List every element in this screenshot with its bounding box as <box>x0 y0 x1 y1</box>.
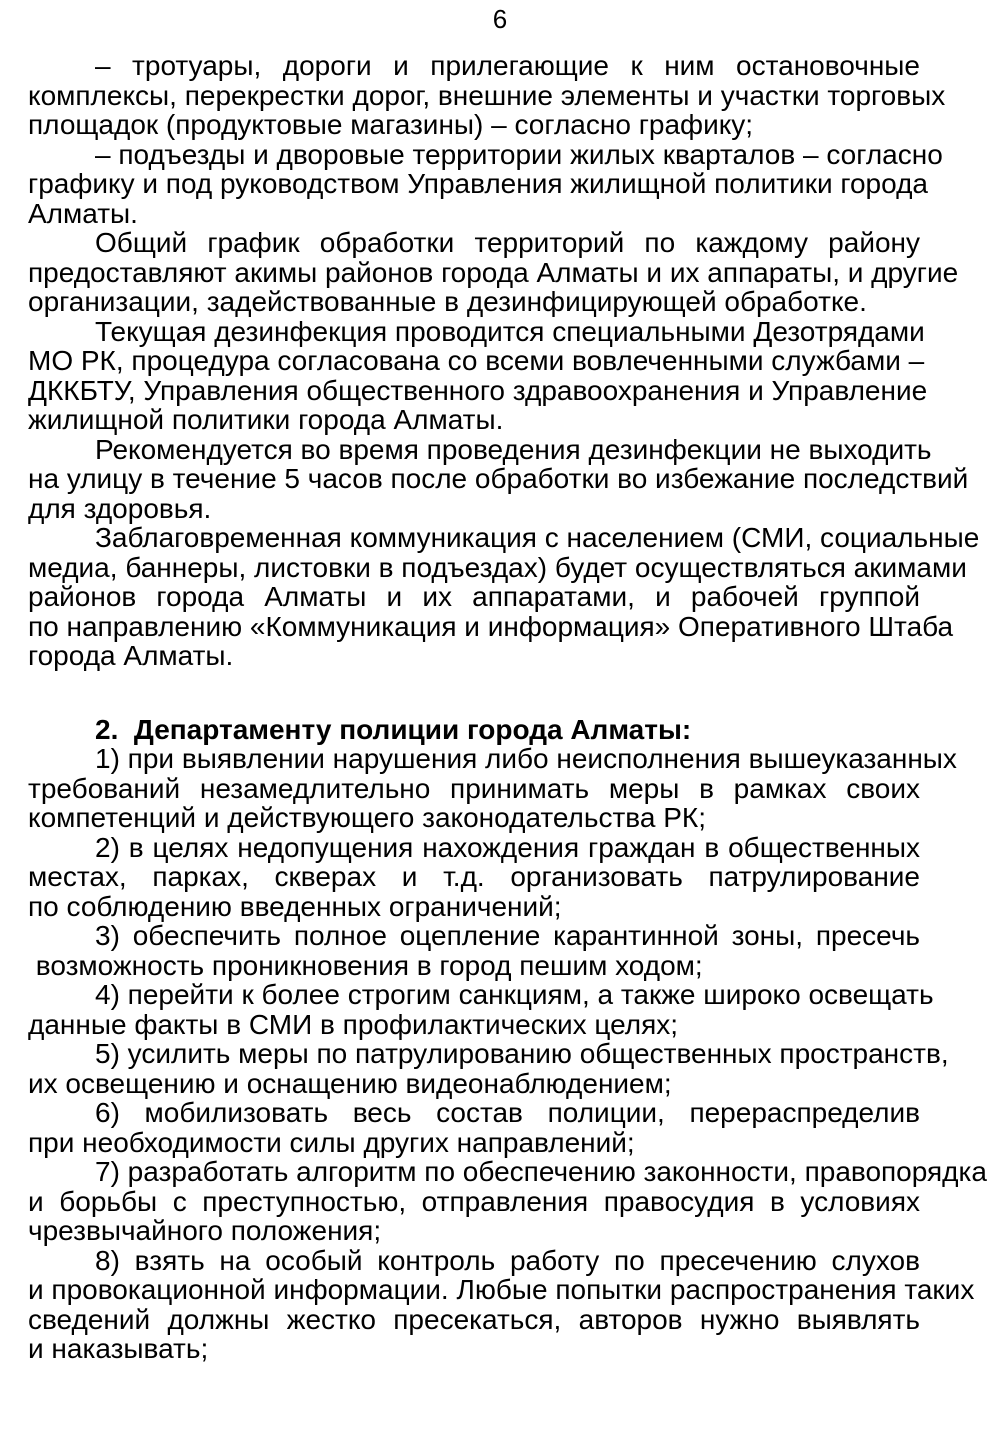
text-line: 7) разработать алгоритм по обеспечению законности, правопорядка <box>95 1156 987 1187</box>
text-line: их освещению и оснащению видеонаблюдением; <box>28 1067 672 1099</box>
paragraph-list-numbered <box>28 1156 987 1246</box>
text-line: данные факты в СМИ в профилактических целях; <box>28 1008 679 1040</box>
text-line: районов города Алматы и их аппаратами, и рабочей группой <box>28 581 920 612</box>
text-line: 8) взять на особый контроль работу по пресечению слухов <box>95 1244 920 1276</box>
text-line: по направлению «Коммуникация и информация» Оперативного Штаба <box>28 610 954 642</box>
text-line: – подъезды и дворовые территории жилых кварталов – согласно <box>95 138 943 170</box>
text-line: 2) в целях недопущения нахождения граждан в общественных <box>95 831 920 863</box>
paragraph-list-numbered <box>28 1038 949 1099</box>
text-line: графику и под руководством Управления жилищной политики города <box>28 168 928 199</box>
paragraph-list-numbered <box>28 743 957 833</box>
text-line: ДККБТУ, Управления общественного здравоохранения и Управление <box>28 374 928 406</box>
text-line: МО РК, процедура согласована со всеми вовлеченными службами – <box>28 345 925 376</box>
text-line: города Алматы. <box>28 640 234 671</box>
text-line: и наказывать; <box>28 1333 209 1364</box>
section-heading <box>28 715 920 745</box>
text-line: Алматы. <box>28 197 138 229</box>
text-line: организации, задействованные в дезинфицирующей обработке. <box>28 286 867 317</box>
text-line: требований незамедлительно принимать меры в рамках своих <box>28 772 920 804</box>
paragraph-list-numbered <box>28 1244 975 1364</box>
paragraph-list-numbered <box>28 1098 920 1157</box>
paragraph-body <box>28 433 969 524</box>
text-line: Текущая дезинфекция проводится специальными Дезотрядами <box>95 315 925 347</box>
paragraph-body <box>28 522 980 671</box>
text-line: чрезвычайного положения; <box>28 1215 382 1246</box>
paragraph-body <box>28 227 959 317</box>
text-line: Рекомендуется во время проведения дезинфекции не выходить <box>95 433 932 465</box>
text-line: 6) мобилизовать весь состав полиции, перераспределив <box>95 1097 920 1128</box>
page-number: 6 <box>492 4 508 34</box>
document-body <box>28 50 987 1364</box>
paragraph-body <box>28 315 928 435</box>
text-line: для здоровья. <box>28 492 212 524</box>
text-line: комплексы, перекрестки дорог, внешние элементы и участки торговых <box>28 79 946 111</box>
text-line: – тротуары, дороги и прилегающие к ним остановочные <box>95 50 920 81</box>
text-line: 3) обеспечить полное оцепление карантинной зоны, пресечь <box>95 920 920 951</box>
text-line: 1) при выявлении нарушения либо неисполнения вышеуказанных <box>95 743 957 774</box>
text-line: жилищной политики города Алматы. <box>28 404 504 435</box>
text-line: медиа, баннеры, листовки в подъездах) будет осуществляться акимами <box>28 551 967 583</box>
text-line: Общий график обработки территорий по каждому району <box>95 227 920 258</box>
text-line: предоставляют акимы районов города Алматы и их аппараты, и другие <box>28 256 959 288</box>
text-line: при необходимости силы других направлений; <box>28 1126 635 1158</box>
text-line: сведений должны жестко пресекаться, авторов нужно выявлять <box>28 1303 920 1335</box>
text-line: местах, парках, скверах и т.д. организовать патрулирование <box>28 861 920 892</box>
paragraph-list-dash <box>28 138 943 229</box>
text-line: по соблюдению введенных ограничений; <box>28 890 562 922</box>
text-line: и провокационной информации. Любые попытки распространения таких <box>28 1274 975 1305</box>
paragraph-list-numbered <box>28 833 920 922</box>
text-line: и борьбы с преступностью, отправления правосудия в условиях <box>28 1185 920 1217</box>
text-line: возможность проникновения в город пешим ходом; <box>28 949 703 981</box>
paragraph-list-numbered <box>28 979 934 1040</box>
text-line: 4) перейти к более строгим санкциям, а также широко освещать <box>95 979 934 1010</box>
paragraph-list-dash <box>28 50 946 140</box>
text-line: площадок (продуктовые магазины) – согласно графику; <box>28 109 754 140</box>
paragraph-list-numbered <box>28 921 920 980</box>
text-line: Заблаговременная коммуникация с населением (СМИ, социальные <box>95 522 980 553</box>
text-line: 2. Департаменту полиции города Алматы: <box>95 713 692 745</box>
text-line: 5) усилить меры по патрулированию общественных пространств, <box>95 1038 949 1069</box>
text-line: компетенций и действующего законодательства РК; <box>28 802 706 833</box>
text-line: на улицу в течение 5 часов после обработки во избежание последствий <box>28 463 969 494</box>
